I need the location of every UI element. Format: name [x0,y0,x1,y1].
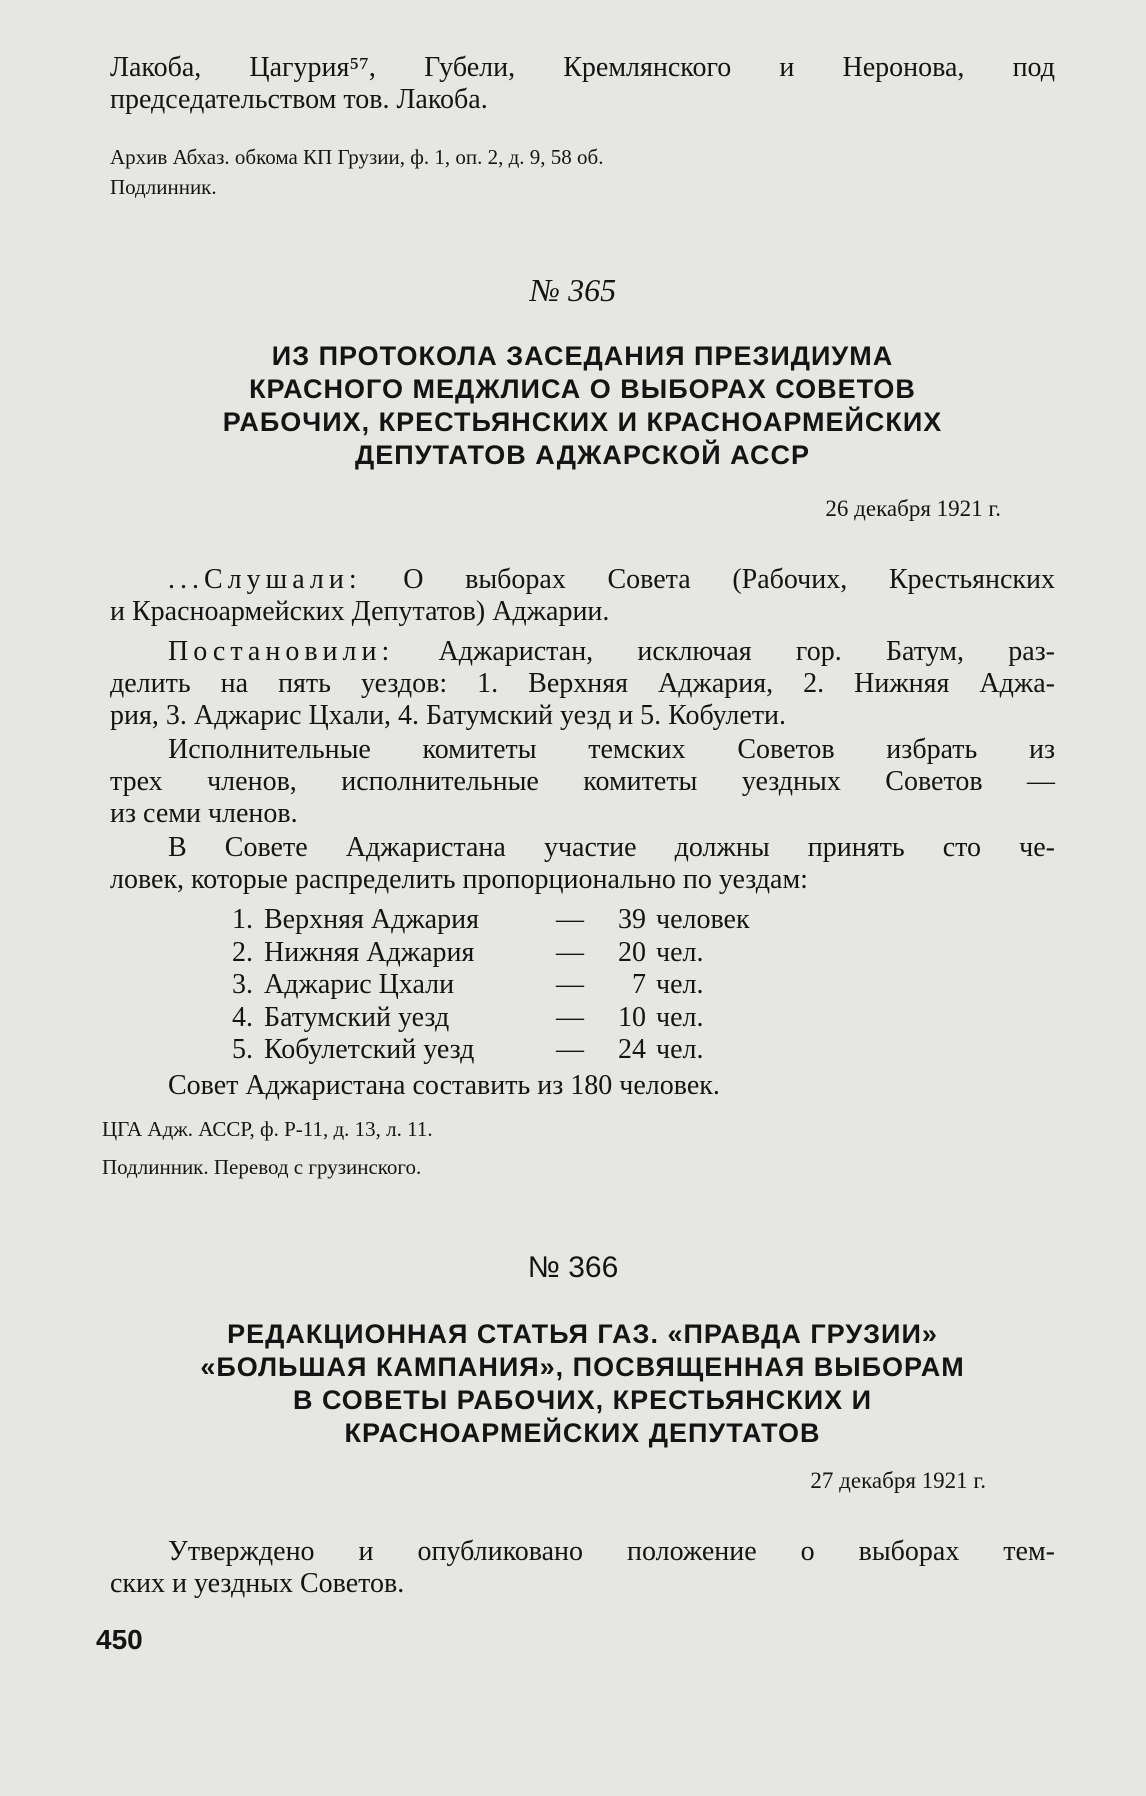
document-366-title-line-2: «БОЛЬШАЯ КАМПАНИЯ», ПОСВЯЩЕННАЯ ВЫБОРАМ [200,1352,965,1382]
district-count: 39 [618,904,646,935]
document-365-title [110,340,1055,472]
district-count: 24 [618,1034,646,1066]
exec-line-3: из семи членов. [110,798,298,829]
district-dash: — [556,969,584,1001]
document-366-title-line-1: РЕДАКЦИОННАЯ СТАТЬЯ ГАЗ. «ПРАВДА ГРУЗИИ» [227,1319,938,1349]
district-list [232,904,750,1067]
district-row [232,969,750,1002]
district-unit: чел. [656,936,704,968]
district-dash: — [556,1034,584,1066]
district-count: 20 [618,936,646,968]
document-365-number: № 365 [529,272,617,308]
council-line-2: ловек, которые распределить пропорционально по уездам: [110,864,808,895]
archive-reference-1 [110,142,1055,202]
decided-label: Постановили: [168,636,395,667]
document-366-number: № 366 [527,1251,619,1284]
district-number: 2. [232,936,253,968]
document-366-title [110,1318,1055,1450]
decided-line-3: рия, 3. Аджарис Цхали, 4. Батумский уезд и 5. Кобулети. [110,700,787,731]
document-366-body [110,1536,1055,1600]
heard-line-1 [110,564,1055,596]
district-row [232,904,750,937]
district-count: 10 [618,1001,646,1033]
decided-line-2: делить на пять уездов: 1. Верхняя Аджария, 2. Нижняя Аджа- [110,668,1055,699]
document-365-title-line-1: ИЗ ПРОТОКОЛА ЗАСЕДАНИЯ ПРЕЗИДИУМА [271,341,894,371]
archive-reference-2 [102,1114,1047,1182]
district-dash: — [556,1001,584,1033]
district-unit: чел. [656,969,704,1001]
document-365-date: 26 декабря 1921 г. [825,496,1001,521]
document-366-date: 27 декабря 1921 г. [810,1468,986,1493]
district-number: 5. [232,1034,253,1066]
district-unit: чел. [656,1001,704,1033]
document-366-title-line-4: КРАСНОАРМЕЙСКИХ ДЕПУТАТОВ [344,1418,821,1448]
archive-1-line-1: Архив Абхаз. обкома КП Грузии, ф. 1, оп. 2, д. 9, 58 об. [110,145,604,169]
decided-line-1 [110,636,1055,668]
document-365-body [110,564,1055,896]
district-number: 3. [232,969,253,1001]
district-row [232,1034,750,1067]
heard-text-1: О выборах Совета (Рабочих, Крестьянских [361,564,1055,595]
decided-text-1: Аджаристан, исключая гор. Батум, раз- [394,636,1055,667]
exec-line-2: трех членов, исполнительные комитеты уездных Советов — [110,766,1055,797]
document-366-title-line-3: В СОВЕТЫ РАБОЧИХ, КРЕСТЬЯНСКИХ И [292,1385,873,1415]
district-number: 1. [232,904,253,935]
page-number: 450 [96,1624,143,1655]
document-365-final [110,1070,1055,1102]
district-name: Батумский уезд [264,1001,450,1033]
district-count: 7 [632,969,646,1001]
district-name: Кобулетский уезд [264,1034,475,1066]
final-line: Совет Аджаристана составить из 180 человек. [168,1070,720,1101]
district-name: Верхняя Аджария [264,904,479,935]
exec-line-1: Исполнительные комитеты темских Советов избрать из [168,734,1055,765]
district-unit: чел. [656,1034,704,1066]
district-unit: человек [656,904,750,935]
doc366-text-line-1: Утверждено и опубликовано положение о выборах тем- [168,1536,1055,1567]
district-name: Аджарис Цхали [264,969,455,1001]
district-number: 4. [232,1001,253,1033]
district-row [232,937,750,970]
district-row [232,1002,750,1035]
council-line-1: В Совете Аджаристана участие должны принять сто че- [168,832,1055,863]
heard-line-2: и Красноармейских Депутатов) Аджарии. [110,596,610,627]
document-365-title-line-3: РАБОЧИХ, КРЕСТЬЯНСКИХ И КРАСНОАРМЕЙСКИХ [222,407,943,437]
intro-paragraph [110,52,1055,116]
heard-label: ...Слушали: [168,564,362,595]
archive-2-line-2: Подлинник. Перевод с грузинского. [102,1155,422,1179]
doc366-text-line-2: ских и уездных Советов. [110,1568,405,1599]
archive-2-line-1: ЦГА Адж. АССР, ф. Р-11, д. 13, л. 11. [102,1117,433,1141]
intro-line-2: председательством тов. Лакоба. [110,84,488,115]
intro-line-1: Лакоба, Цагурия⁵⁷, Губели, Кремлянского и Неронова, под [110,52,1055,83]
archive-1-line-2: Подлинник. [110,175,217,199]
district-dash: — [556,904,584,935]
document-365-title-line-4: ДЕПУТАТОВ АДЖАРСКОЙ АССР [355,440,810,470]
district-name: Нижняя Аджария [264,936,475,968]
district-dash: — [556,936,584,968]
document-365-title-line-2: КРАСНОГО МЕДЖЛИСА О ВЫБОРАХ СОВЕТОВ [249,374,916,404]
